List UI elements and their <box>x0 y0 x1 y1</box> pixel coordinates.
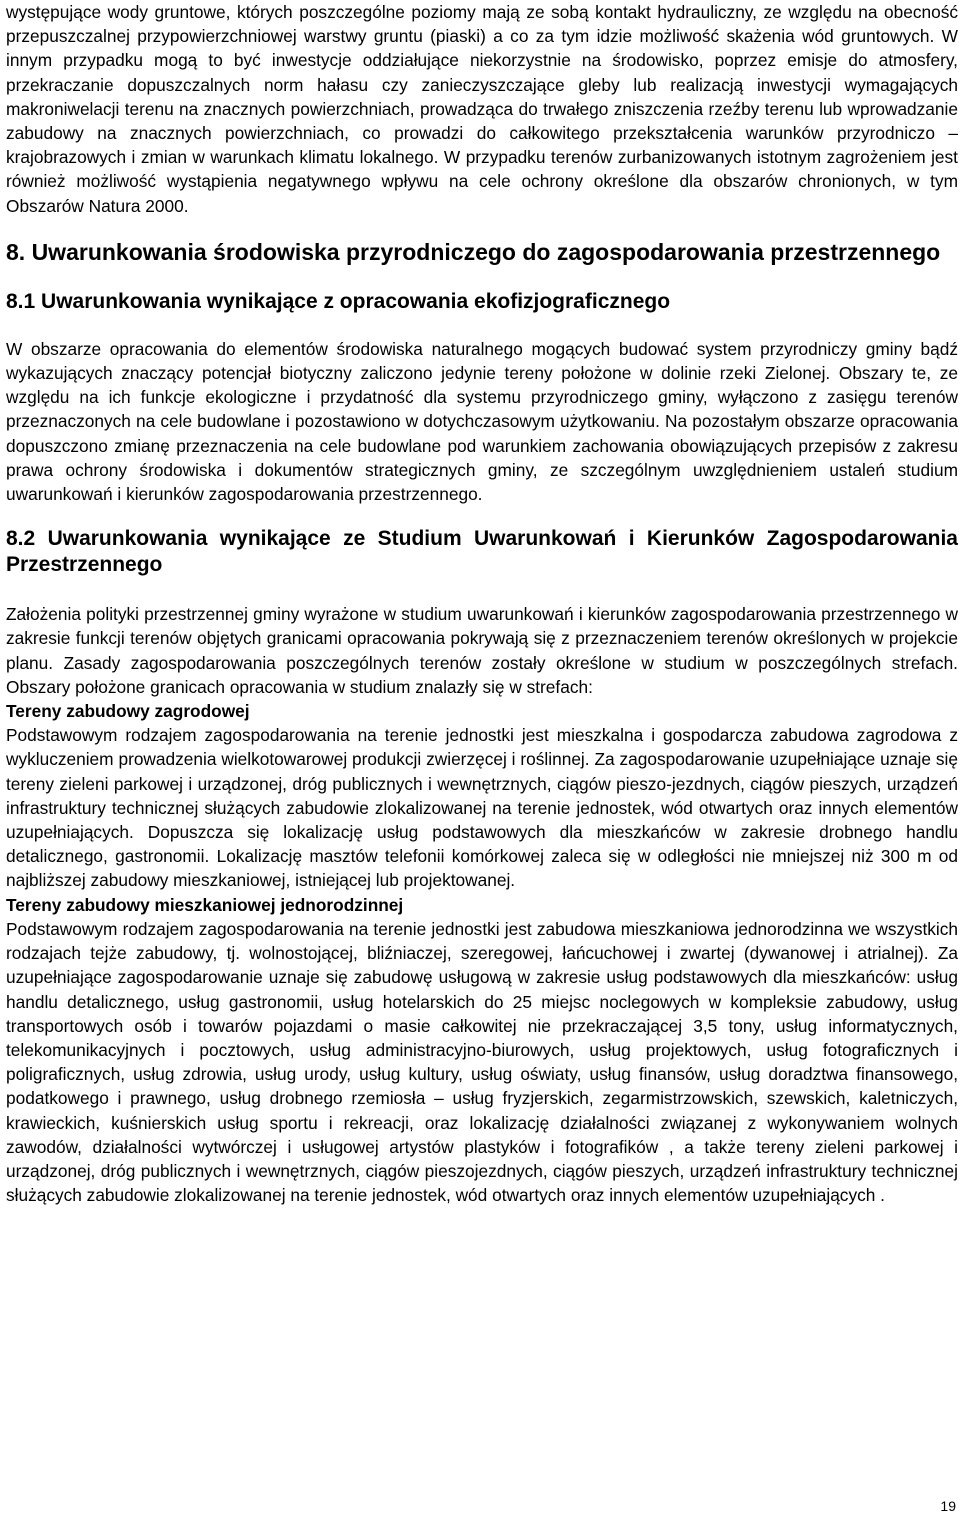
section-8-2-heading: 8.2 Uwarunkowania wynikające ze Studium Uwarunkowań i Kierunków Zagospodarowania Przestrzennego <box>6 527 958 577</box>
section-8-heading: 8. Uwarunkowania środowiska przyrodniczego do zagospodarowania przestrzennego <box>6 238 941 265</box>
page-number: 19 <box>940 1498 956 1514</box>
section-8-1-heading: 8.1 Uwarunkowania wynikające z opracowania ekofizjograficznego <box>6 289 671 313</box>
subsection-paragraph-jednorodzinna: Podstawowym rodzajem zagospodarowania na terenie jednostki jest zabudowa mieszkaniowa jednorodzinna we wszystkich rodzajach tejże zabudowy, tj. wolnostojącej, bliźniaczej, szeregowej, łańcuchowej i zwartej (dywanowej i atrialnej). Za uzupełniające zagospodarowanie uznaje się zabudowę usługową w zakresie usług podstawowych dla mieszkańców: usług handlu detalicznego, usług gastronomii, usług hotelarskich do 25 miejsc noclegowych w kompleksie zabudowy, usług transportowych osób i towarów pojazdami o masie całkowitej nie przekraczającej 3,5 tony, usług informatycznych, telekomunikacyjnych i pocztowych, usług administracyjno-biurowych, usług projektowych, usług fotograficznych i poligraficznych, usług zdrowia, usług urody, usług kultury, usług oświaty, usług finansów, usług doradztwa finansowego, podatkowego i prawnego, usług drobnego rzemiosła – usług fryzjerskich, zegarmistrzowskich, szewskich, kaletniczych, krawieckich, kuśnierskich usług sportu i rekreacji, oraz lokalizację działalności związanej z wykonywaniem wolnych zawodów, działalności wytwórczej i usługowej artystów plastyków i fotografików , a także tereny zieleni parkowej i urządzonej, dróg publicznych i wewnętrznych, ciągów pieszojezdnych, ciągów pieszych, urządzeń infrastruktury technicznej służących zabudowie zlokalizowanej na terenie jednostek, wód otwartych oraz innych elementów uzupełniających . <box>6 918 958 1206</box>
subsection-heading-jednorodzinna: Tereny zabudowy mieszkaniowej jednorodzinnej <box>6 894 404 915</box>
subsection-heading-zagrodowa: Tereny zabudowy zagrodowej <box>6 701 250 722</box>
section-8-1-paragraph: W obszarze opracowania do elementów środowiska naturalnego mogących budować system przyrodniczy gminy bądź wykazujących znaczący potencjał biotyczny zaliczono jedynie tereny położone w dolinie rzeki Zielonej. Obszary te, ze względu na ich funkcje ekologiczne i przydatność dla systemu przyrodniczego gminy, wyłączono z zasięgu terenów przeznaczonych na cele budowlane i pozostawiono w dotychczasowym użytkowaniu. Na pozostałym obszarze opracowania dopuszczono zmianę przeznaczenia na cele budowlane pod warunkiem zachowania obowiązujących przepisów z zakresu prawa ochrony środowiska i dokumentów strategicznych gminy, ze szczególnym uwzględnieniem ustaleń studium uwarunkowań i kierunków zagospodarowania przestrzennego. <box>6 338 958 505</box>
subsection-paragraph-zagrodowa: Podstawowym rodzajem zagospodarowania na terenie jednostki jest mieszkalna i gospodarcza zabudowa zagrodowa z wykluczeniem prowadzenia wielkotowarowej produkcji zwierzęcej i roślinnej. Za zagospodarowanie uzupełniające uznaje się tereny zieleni parkowej i urządzonej, dróg publicznych i wewnętrznych, ciągów pieszo-jezdnych, ciągów pieszych, urządzeń infrastruktury technicznej służących zabudowie zlokalizowanej na terenie jednostek, wód otwartych oraz innych elementów uzupełniających. Dopuszcza się lokalizację usług podstawowych dla mieszkańców w zakresie drobnego handlu detalicznego, gastronomii. Lokalizację masztów telefonii komórkowej zaleca się w odległości nie mniejszej niż 300 m od najbliższej zabudowy mieszkaniowej, istniejącej lub projektowanej. <box>6 725 958 891</box>
section-8-2-paragraph: Założenia polityki przestrzennej gminy wyrażone w studium uwarunkowań i kierunków zagospodarowania przestrzennego w zakresie funkcji terenów objętych granicami opracowania pokrywają się z przeznaczeniem terenów określonych w projekcie planu. Zasady zagospodarowania poszczególnych terenów zostały określone w studium w poszczególnych strefach. Obszary położone granicach opracowania w studium znalazły się w strefach: <box>6 604 958 697</box>
document-page <box>6 0 958 1207</box>
intro-paragraph: występujące wody gruntowe, których poszczególne poziomy mają ze sobą kontakt hydrauliczny, ze względu na obecność przepuszczalnej przypowierzchniowej warstwy gruntu (piaski) a co za tym idzie możliwość skażenia wód gruntowych. W innym przypadku mogą to być inwestycje oddziałujące niekorzystnie na środowisko, poprzez emisje do atmosfery, przekraczanie dopuszczalnych norm hałasu czy zanieczyszczające gleby lub realizacją inwestycji wymagających makroniwelacji terenu na znacznych powierzchniach, prowadząca do trwałego zniszczenia rzeźby terenu lub wprowadzanie zabudowy na znacznych powierzchniach, co prowadzi do całkowitego przekształcenia warunków przyrodniczo – krajobrazowych i zmian w warunkach klimatu lokalnego. W przypadku terenów zurbanizowanych istotnym zagrożeniem jest również możliwość wystąpienia negatywnego wpływu na cele ochrony określone dla obszarów chronionych, w tym Obszarów Natura 2000. <box>6 2 958 216</box>
